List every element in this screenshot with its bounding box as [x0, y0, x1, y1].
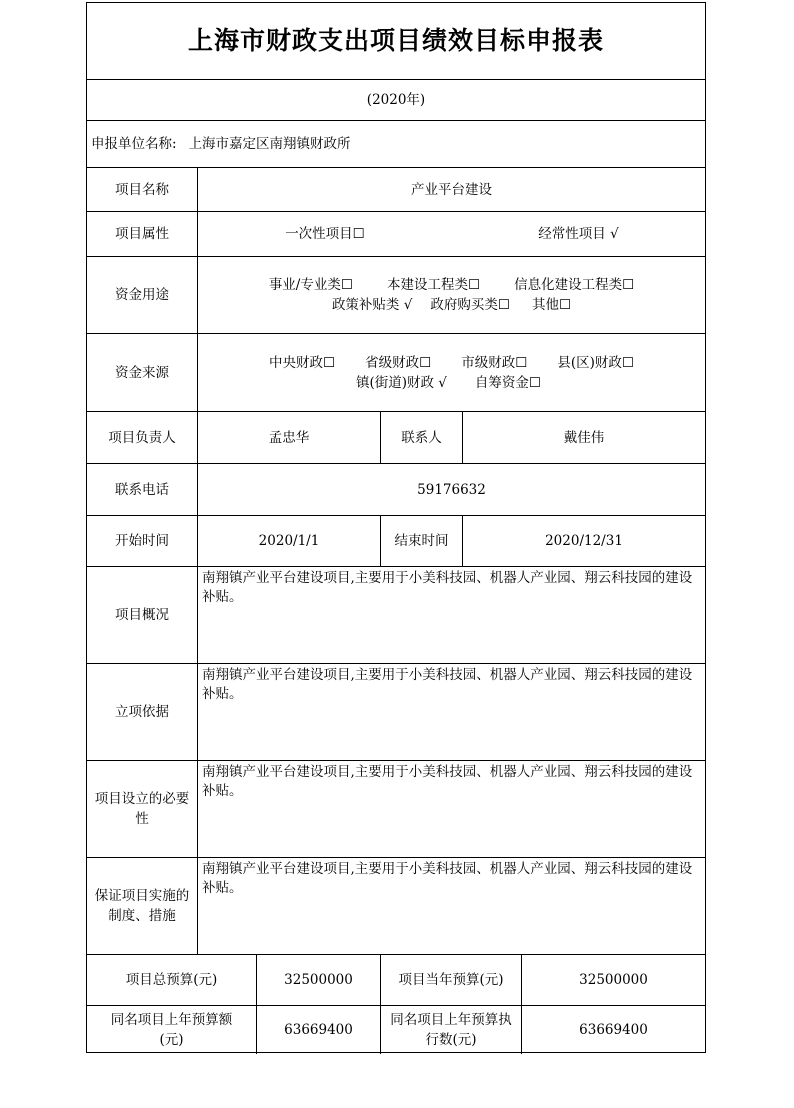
necessity-text: 南翔镇产业平台建设项目,主要用于小美科技园、机器人产业园、翔云科技园的建设补贴。: [197, 761, 705, 857]
necessity-label: 项目设立的必要性: [94, 791, 190, 827]
contact-value: 戴佳伟: [462, 412, 705, 463]
fund-source-option: 中央财政☐: [269, 354, 336, 371]
overview-label: 项目概况: [115, 607, 169, 623]
fund-source-label: 资金来源: [115, 364, 169, 381]
guarantee-row: [87, 858, 705, 955]
fund-source-option: 省级财政☐: [365, 354, 432, 371]
fund-use-option: 信息化建设工程类☐: [514, 277, 635, 293]
project-attr-row: [87, 212, 705, 257]
performance-form: [86, 2, 706, 1053]
project-attr-label: 项目属性: [115, 226, 169, 242]
prev-exec-value: 63669400: [521, 1006, 705, 1054]
guarantee-text: 南翔镇产业平台建设项目,主要用于小美科技园、机器人产业园、翔云科技园的建设补贴。: [197, 858, 705, 954]
necessity-row: [87, 761, 705, 858]
start-label: 开始时间: [115, 533, 169, 549]
applicant-row: [87, 121, 705, 168]
basis-text: 南翔镇产业平台建设项目,主要用于小美科技园、机器人产业园、翔云科技园的建设补贴。: [197, 664, 705, 760]
fund-source-line-1: [269, 353, 634, 373]
year-row: [87, 80, 705, 121]
contact-label: 联系人: [380, 412, 462, 463]
form-title: 上海市财政支出项目绩效目标申报表: [187, 26, 604, 55]
fund-use-line-2: [332, 295, 571, 315]
fund-source-option: 自筹资金☐: [474, 374, 542, 391]
fund-use-option: 本建设工程类☐: [386, 277, 481, 293]
budget-row: [87, 955, 705, 1006]
prev-exec-label: 同名项目上年预算执行数(元): [380, 1006, 521, 1054]
end-label: 结束时间: [380, 516, 462, 566]
fund-use-row: [87, 257, 705, 334]
project-name-row: [87, 168, 705, 212]
fund-use-option: 政府购买类☐: [430, 297, 510, 313]
prev-budget-value: 63669400: [256, 1006, 380, 1054]
fund-use-line-1: [269, 275, 634, 295]
prev-year-row: [87, 1006, 705, 1054]
fund-use-option: 政策补贴类 √: [331, 297, 413, 313]
project-name-value: 产业平台建设: [197, 168, 705, 211]
fund-source-option: 镇(街道)财政 √: [355, 374, 447, 391]
title-row: [87, 3, 705, 80]
fund-source-row: [87, 334, 705, 412]
overview-text: 南翔镇产业平台建设项目,主要用于小美科技园、机器人产业园、翔云科技园的建设补贴。: [197, 567, 705, 663]
dates-row: [87, 516, 705, 567]
prev-budget-label: 同名项目上年预算额(元): [110, 1012, 233, 1048]
basis-row: [87, 664, 705, 761]
fund-source-line-2: [356, 373, 541, 393]
total-budget-label: 项目总预算(元): [125, 972, 218, 988]
responsible-value: 孟忠华: [197, 412, 380, 463]
project-name-label: 项目名称: [115, 181, 169, 198]
fund-source-option: 市级财政☐: [461, 354, 528, 371]
current-budget-value: 32500000: [521, 955, 705, 1005]
basis-label: 立项依据: [115, 704, 169, 720]
fund-use-options: [197, 257, 705, 333]
responsible-label: 项目负责人: [108, 429, 176, 446]
current-budget-label: 项目当年预算(元): [380, 955, 521, 1005]
start-value: 2020/1/1: [197, 516, 380, 566]
end-value: 2020/12/31: [462, 516, 705, 566]
phone-label: 联系电话: [115, 481, 169, 498]
applicant-value: 上海市嘉定区南翔镇财政所: [188, 136, 351, 152]
fund-source-option: 县(区)财政☐: [557, 354, 634, 371]
fund-use-option: 其他☐: [531, 297, 572, 313]
applicant-line: [87, 121, 705, 167]
year-label: (2020年): [366, 92, 426, 108]
overview-row: [87, 567, 705, 664]
fund-use-option: 事业/专业类☐: [268, 277, 353, 293]
applicant-label: 申报单位名称:: [91, 136, 177, 152]
total-budget-value: 32500000: [256, 955, 380, 1005]
responsible-row: [87, 412, 705, 464]
option-recurring: 经常性项目 √: [538, 226, 619, 242]
option-one-time: 一次性项目☐: [197, 212, 452, 256]
phone-row: [87, 464, 705, 516]
fund-use-label: 资金用途: [115, 287, 169, 303]
fund-source-options: [197, 334, 705, 411]
phone-value: 59176632: [197, 464, 705, 515]
guarantee-label: 保证项目实施的制度、措施: [94, 888, 190, 924]
